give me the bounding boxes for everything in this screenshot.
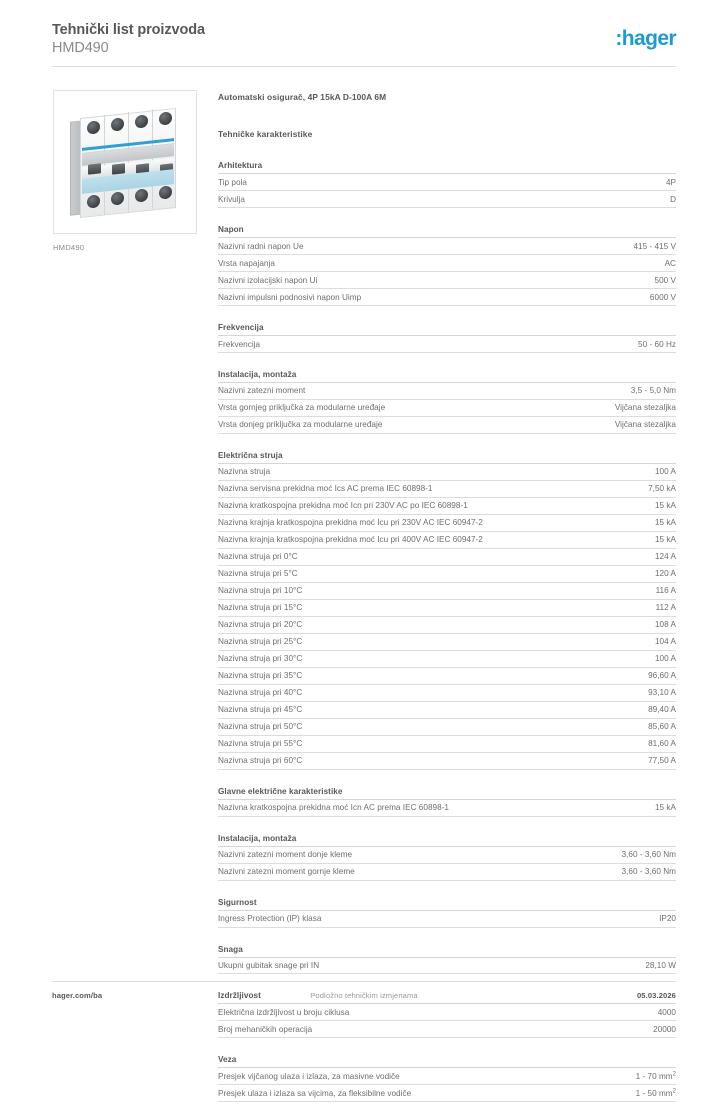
product-image-caption: HMD490 — [53, 243, 85, 252]
spec-row-label: Nazivna struja pri 55°C — [218, 739, 303, 749]
spec-row-label: Nazivna struja pri 45°C — [218, 705, 303, 715]
spec-group — [218, 834, 676, 881]
spec-row — [218, 800, 676, 817]
spec-row-value: 89,40 A — [648, 705, 676, 715]
spec-group-title: Električna struja — [218, 451, 676, 464]
spec-row-label: Vrsta donjeg priključka za modularne uređaje — [218, 420, 383, 430]
spec-row-label: Presjek vijčanog ulaza i izlaza, za masivne vodiče — [218, 1072, 400, 1082]
spec-row — [218, 191, 676, 208]
spec-row-label: Nazivna struja — [218, 467, 271, 477]
spec-row-value: 81,60 A — [648, 739, 676, 749]
spec-row-value: 104 A — [654, 637, 676, 647]
spec-row-label: Nazivna struja pri 40°C — [218, 688, 303, 698]
spec-row-label: Nazivna struja pri 0°C — [218, 552, 298, 562]
spec-row-label: Nazivna struja pri 60°C — [218, 756, 303, 766]
footer-divider — [52, 981, 676, 982]
spec-row — [218, 174, 676, 191]
spec-row-value: 4000 — [657, 1008, 676, 1018]
spec-row — [218, 864, 676, 881]
spec-row-value: 112 A — [655, 603, 676, 613]
spec-row-label: Vrsta napajanja — [218, 258, 275, 268]
spec-group — [218, 161, 676, 208]
spec-row-label: Nazivni zatezni moment — [218, 386, 306, 396]
spec-row-value: 100 A — [654, 467, 676, 477]
spec-row — [218, 668, 676, 685]
page-title: Tehnički list proizvoda — [52, 22, 205, 38]
breaker-seam-3 — [152, 109, 153, 209]
spec-group-title: Sigurnost — [218, 898, 676, 911]
spec-row — [218, 383, 676, 400]
spec-row-label: Frekvencija — [218, 339, 261, 349]
spec-row-value: D — [670, 194, 676, 204]
spec-row-value: 15 kA — [654, 535, 676, 545]
header-divider — [52, 66, 676, 67]
spec-row-label: Električna izdržljivost u broju ciklusa — [218, 1008, 350, 1018]
spec-groups — [218, 161, 676, 1102]
breaker-lever-2 — [112, 163, 125, 174]
spec-row — [218, 702, 676, 719]
spec-row-label: Nazivni impulsni podnosivi napon Uimp — [218, 292, 362, 302]
spec-row-value: Vijčana stezaljka — [614, 403, 676, 413]
spec-row-value: 28,10 W — [645, 961, 676, 971]
spec-row-label: Krivulja — [218, 194, 246, 204]
spec-row — [218, 464, 676, 481]
spec-group-title: Instalacija, montaža — [218, 834, 676, 847]
spec-row-value: IP20 — [659, 914, 676, 924]
spec-group-title: Snaga — [218, 945, 676, 958]
spec-row — [218, 336, 676, 353]
spec-row-value: 500 V — [654, 275, 676, 285]
spec-row-value: AC — [664, 258, 676, 268]
spec-row — [218, 736, 676, 753]
spec-group — [218, 225, 676, 306]
spec-row — [218, 634, 676, 651]
spec-row-label: Nazivna struja pri 20°C — [218, 620, 303, 630]
spec-row — [218, 272, 676, 289]
spec-row-label: Presjek ulaza i izlaza sa vijcima, za fleksibilne vodiče — [218, 1089, 412, 1099]
spec-group-title: Glavne električne karakteristike — [218, 787, 676, 800]
spec-group-title: Veza — [218, 1055, 676, 1068]
spec-row-label: Nazivna kratkospojna prekidna moć Icn AC prema IEC 60898-1 — [218, 803, 449, 813]
spec-row-label: Nazivna struja pri 30°C — [218, 654, 303, 664]
spec-row — [218, 515, 676, 532]
spec-row-label: Nazivni zatezni moment gornje kleme — [218, 867, 355, 877]
spec-row-value: 50 - 60 Hz — [638, 339, 676, 349]
spec-row — [218, 1004, 676, 1021]
spec-row-value: 1 - 70 $mm^2$ — [635, 1071, 676, 1082]
spec-row-label: Nazivna struja pri 25°C — [218, 637, 303, 647]
spec-row — [218, 847, 676, 864]
spec-row-value: 108 A — [654, 620, 676, 630]
spec-row-label: Nazivna struja pri 5°C — [218, 569, 298, 579]
spec-row-label: Nazivna servisna prekidna moć Ics AC prema IEC 60898-1 — [218, 484, 433, 494]
spec-row — [218, 958, 676, 975]
spec-row-label: Nazivna krajnja kratkospojna prekidna moć Icu pri 230V AC IEC 60947-2 — [218, 518, 483, 528]
spec-row — [218, 1068, 676, 1085]
hager-logo-text: :hager — [615, 27, 676, 50]
spec-row-label: Nazivna struja pri 10°C — [218, 586, 303, 596]
spec-row-value: 415 - 415 V — [633, 241, 676, 251]
spec-row-label: Broj mehaničkih operacija — [218, 1025, 313, 1035]
spec-row — [218, 255, 676, 272]
spec-row-label: Nazivna krajnja kratkospojna prekidna moć Icu pri 400V AC IEC 60947-2 — [218, 535, 483, 545]
spec-group-title: Arhitektura — [218, 161, 676, 174]
spec-row — [218, 685, 676, 702]
page-footer — [52, 991, 676, 1007]
spec-row-value: 93,10 A — [648, 688, 676, 698]
spec-row-label: Nazivna struja pri 50°C — [218, 722, 303, 732]
spec-group — [218, 945, 676, 975]
product-name: Automatski osigurač, 4P 15kA D-100A 6M — [218, 92, 387, 102]
spec-row-value: Vijčana stezaljka — [614, 420, 676, 430]
spec-row — [218, 651, 676, 668]
footer-disclaimer: Podložno tehničkim izmjenama — [310, 991, 418, 1000]
spec-row — [218, 1021, 676, 1038]
spec-row-label: Tip pola — [218, 177, 247, 187]
spec-row-label: Nazivni zatezni moment donje kleme — [218, 850, 353, 860]
spec-row — [218, 481, 676, 498]
spec-row-label: Nazivni radni napon Ue — [218, 241, 304, 251]
spec-row-value: 77,50 A — [648, 756, 676, 766]
spec-row-label: Ukupni gubitak snage pri IN — [218, 961, 320, 971]
spec-row-label: Nazivna kratkospojna prekidna moć Icn pri 230V AC po IEC 60898-1 — [218, 501, 468, 511]
spec-group-title: Izdržljivost — [218, 991, 676, 1004]
product-figure — [53, 90, 197, 252]
spec-row-value: 4P — [665, 177, 676, 187]
spec-row — [218, 753, 676, 770]
spec-row-value: 3,60 - 3,60 Nm — [621, 850, 676, 860]
product-image — [53, 90, 197, 234]
spec-row-value: 96,60 A — [648, 671, 676, 681]
spec-row-value: 20000 — [653, 1025, 676, 1035]
spec-row-value: 15 kA — [654, 803, 676, 813]
technical-characteristics-heading: Tehničke karakteristike — [218, 129, 313, 139]
spec-group — [218, 451, 676, 770]
spec-row-value: 120 A — [654, 569, 676, 579]
page-header — [52, 22, 676, 68]
spec-row — [218, 400, 676, 417]
spec-row — [218, 549, 676, 566]
spec-row-value: 7,50 kA — [648, 484, 676, 494]
spec-row-value: 3,5 - 5,0 Nm — [630, 386, 676, 396]
breaker-lever-1 — [88, 163, 101, 174]
specifications-panel — [218, 92, 676, 1119]
spec-row-label: Ingress Protection (IP) klasa — [218, 914, 322, 924]
spec-row — [218, 719, 676, 736]
footer-website-link[interactable]: hager.com/ba — [52, 991, 103, 1000]
spec-group — [218, 323, 676, 353]
spec-row-value: 85,60 A — [648, 722, 676, 732]
spec-group — [218, 1055, 676, 1102]
spec-row — [218, 532, 676, 549]
spec-row-value: 6000 V — [649, 292, 676, 302]
spec-row-label: Vrsta gornjeg priključka za modularne uređaje — [218, 403, 386, 413]
circuit-breaker-illustration — [70, 113, 182, 213]
spec-row — [218, 238, 676, 255]
page-subtitle-product-code: HMD490 — [52, 40, 109, 56]
spec-row — [218, 566, 676, 583]
footer-date: 05.03.2026 — [636, 991, 676, 1000]
spec-row-value: 15 kA — [654, 501, 676, 511]
spec-row-label: Nazivna struja pri 35°C — [218, 671, 303, 681]
spec-row — [218, 1085, 676, 1102]
spec-group-title: Napon — [218, 225, 676, 238]
spec-group — [218, 787, 676, 817]
spec-row-value: 124 A — [654, 552, 676, 562]
spec-group — [218, 370, 676, 434]
spec-row-value: 100 A — [654, 654, 676, 664]
spec-row-value: 1 - 50 $mm^2$ — [635, 1088, 676, 1099]
spec-row-value: 116 A — [655, 586, 676, 596]
spec-row-label: Nazivna struja pri 15°C — [218, 603, 303, 613]
spec-group-title: Frekvencija — [218, 323, 676, 336]
spec-row — [218, 583, 676, 600]
hager-logo[interactable] — [615, 28, 676, 50]
spec-row — [218, 289, 676, 306]
spec-row — [218, 498, 676, 515]
spec-row-value: 15 kA — [654, 518, 676, 528]
spec-row — [218, 911, 676, 928]
spec-row — [218, 600, 676, 617]
spec-row-value: 3,60 - 3,60 Nm — [621, 867, 676, 877]
spec-row — [218, 417, 676, 434]
spec-row-label: Nazivni izolacijski napon Ui — [218, 275, 318, 285]
spec-row — [218, 617, 676, 634]
spec-group — [218, 898, 676, 928]
spec-group-title: Instalacija, montaža — [218, 370, 676, 383]
